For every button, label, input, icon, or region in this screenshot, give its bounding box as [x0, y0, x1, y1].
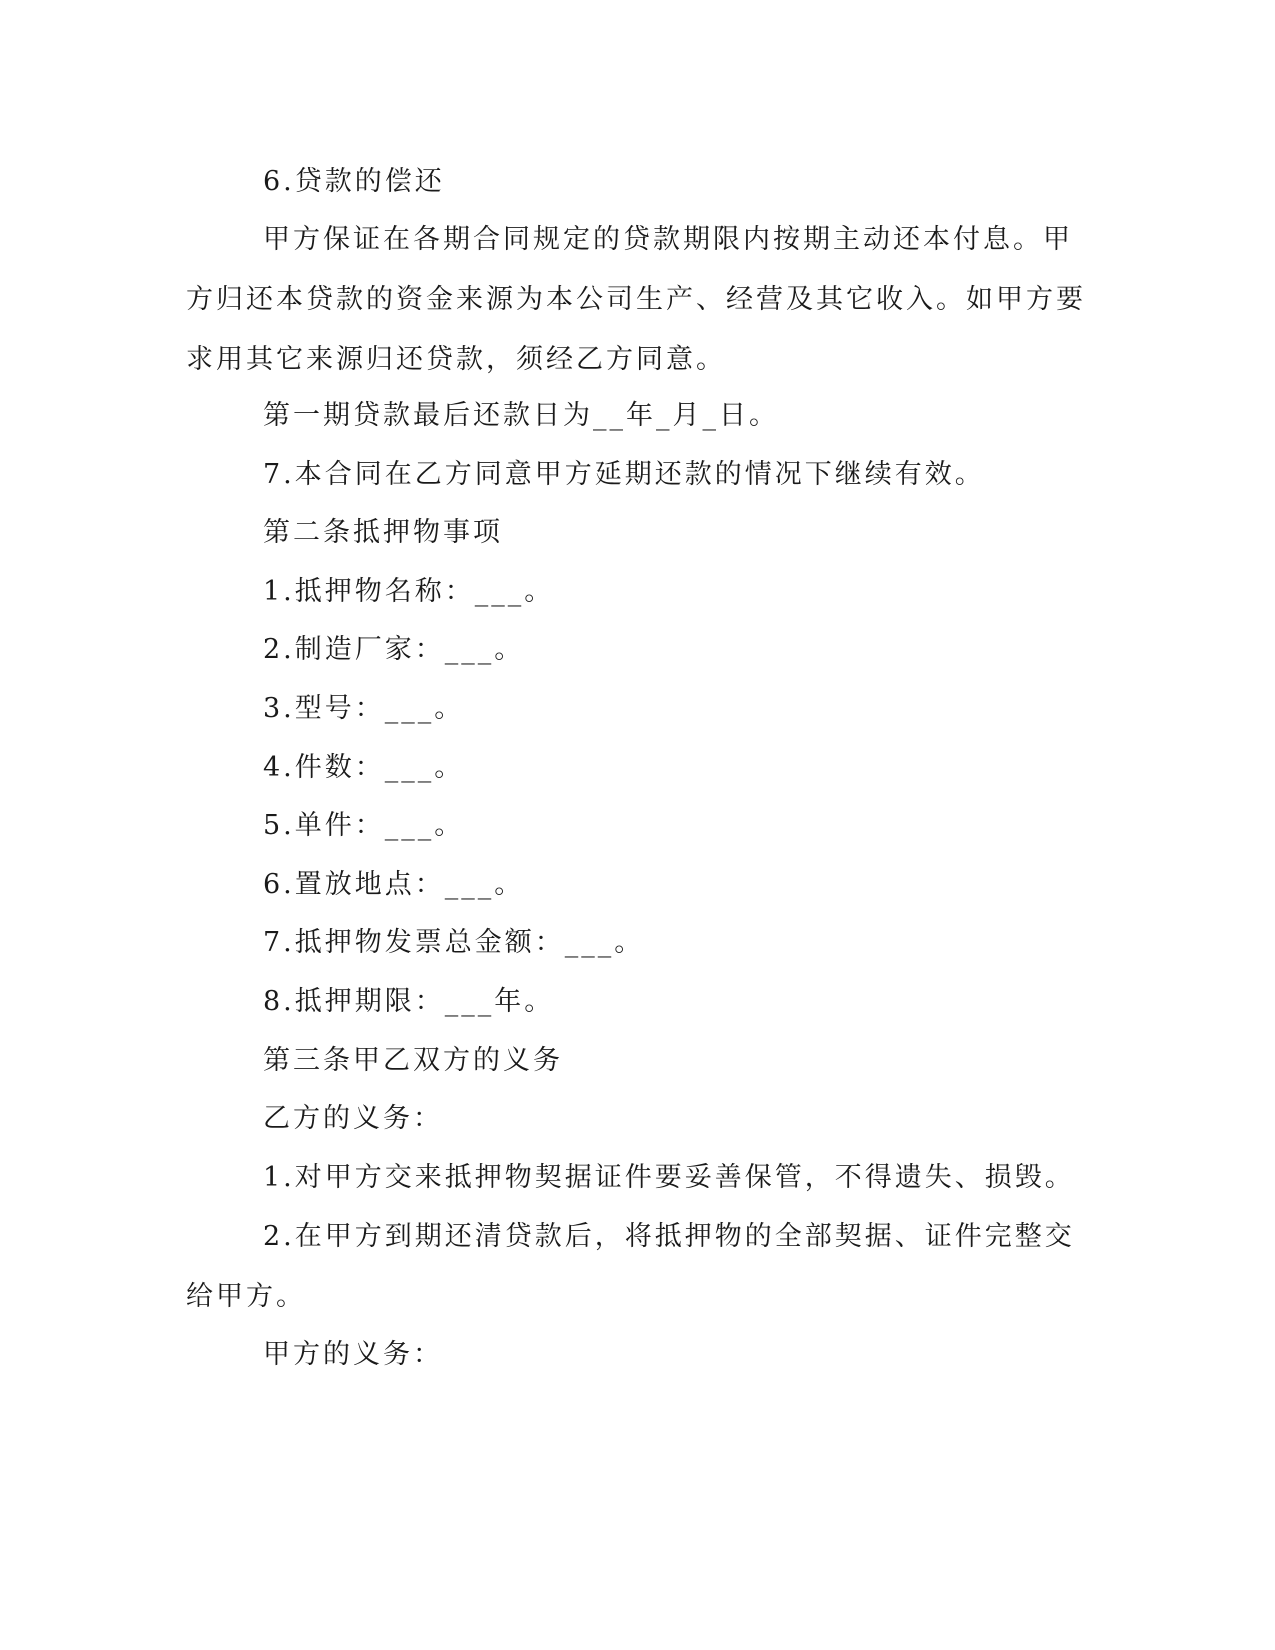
party-b-obligations-heading: 乙方的义务：: [263, 1103, 443, 1134]
article-heading-collateral: 第二条抵押物事项: [263, 517, 503, 548]
collateral-item-model: 3.型号：___。: [263, 693, 465, 724]
collateral-item-term: 8.抵押期限：___年。: [263, 986, 555, 1017]
party-a-obligations-heading: 甲方的义务：: [263, 1339, 443, 1370]
collateral-item-invoice-amount: 7.抵押物发票总金额：___。: [263, 927, 645, 958]
paragraph-repayment-guarantee: 甲方保证在各期合同规定的贷款期限内按期主动还本付息。甲方归还本贷款的资金来源为本公司生产、经营及其它收入。如甲方要求用其它来源归还贷款，须经乙方同意。: [186, 224, 1086, 375]
section-heading-loan-repayment: 6.贷款的偿还: [263, 166, 445, 197]
collateral-item-manufacturer: 2.制造厂家：___。: [263, 634, 525, 665]
party-b-obligation-1: 1.对甲方交来抵押物契据证件要妥善保管，不得遗失、损毁。: [263, 1162, 1075, 1193]
party-b-obligation-2: 2.在甲方到期还清贷款后，将抵押物的全部契据、证件完整交给甲方。: [186, 1221, 1075, 1312]
paragraph-first-repayment-date: 第一期贷款最后还款日为__年_月_日。: [263, 400, 779, 431]
collateral-item-location: 6.置放地点：___。: [263, 869, 525, 900]
article-heading-obligations: 第三条甲乙双方的义务: [263, 1045, 563, 1076]
paragraph-contract-validity: 7.本合同在乙方同意甲方延期还款的情况下继续有效。: [263, 459, 985, 490]
collateral-item-unit: 5.单件：___。: [263, 810, 465, 841]
collateral-item-name: 1.抵押物名称：___。: [263, 576, 555, 607]
collateral-item-quantity: 4.件数：___。: [263, 752, 465, 783]
